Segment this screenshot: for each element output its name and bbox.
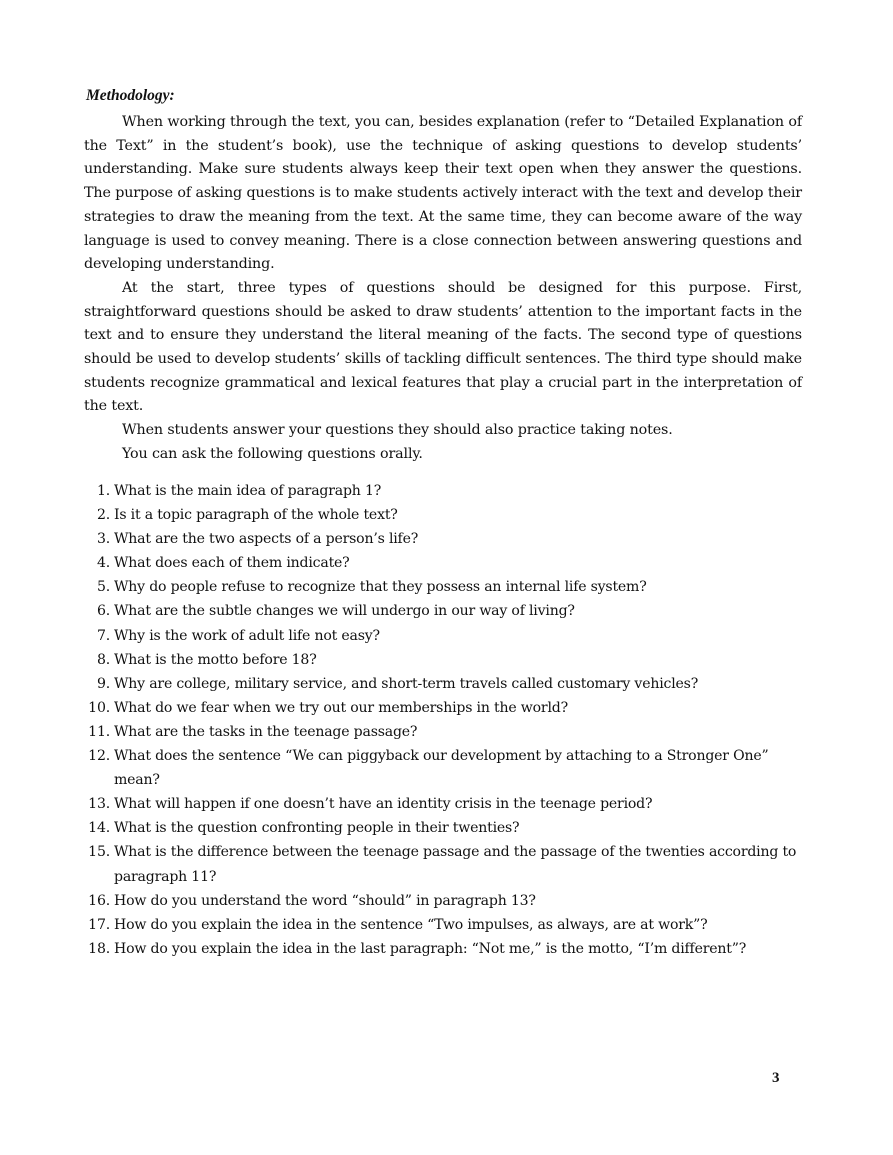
question-number: 15. — [88, 844, 110, 861]
question-item — [74, 816, 800, 840]
question-item — [74, 913, 800, 937]
paragraph: You can ask the following questions orally. — [122, 445, 423, 462]
question-number: 18. — [88, 940, 110, 957]
question-number: 16. — [88, 892, 110, 909]
methodology-body — [84, 111, 802, 467]
question-item — [74, 744, 800, 792]
question-item — [74, 889, 800, 913]
question-text: Why is the work of adult life not easy? — [114, 627, 380, 644]
section-heading: Methodology: — [86, 87, 175, 104]
question-text: What is the difference between the teenage passage and the passage of the twenties according to paragraph 11? — [114, 844, 797, 885]
question-text: What is the main idea of paragraph 1? — [114, 483, 382, 499]
question-text: What do we fear when we try out our memberships in the world? — [114, 699, 568, 716]
question-number: 2. — [96, 507, 110, 524]
question-text: How do you understand the word “should” in paragraph 13? — [114, 892, 536, 909]
paragraph: At the start, three types of questions should be designed for this purpose. First, straightforward questions should be asked to draw students’ attention to the important facts in the text and to ensure they understand the literal meaning of the facts. The second type of questions should be used to develop students’ skills of tackling difficult sentences. The third type should make students recognize grammatical and lexical features that play a crucial part in the interpretation of the text. — [84, 279, 802, 415]
paragraph: When students answer your questions they should also practice taking notes. — [122, 422, 673, 439]
question-item — [74, 696, 800, 720]
question-item — [74, 840, 800, 888]
question-item — [74, 503, 800, 527]
question-item — [74, 479, 800, 503]
question-item — [74, 937, 800, 961]
question-list — [74, 479, 800, 961]
question-item — [74, 720, 800, 744]
question-number: 1. — [96, 483, 110, 499]
question-number: 11. — [88, 723, 110, 740]
question-text: What is the motto before 18? — [114, 651, 317, 668]
question-number: 14. — [88, 820, 110, 837]
question-text: What are the two aspects of a person’s life? — [114, 531, 419, 548]
question-text: Why are college, military service, and short-term travels called customary vehicles? — [114, 675, 699, 692]
question-number: 10. — [88, 699, 110, 716]
question-item — [74, 527, 800, 551]
paragraph: When working through the text, you can, besides explanation (refer to “Detailed Explanation of the Text” in the student’s book), use the technique of asking questions to develop students’ understanding. Make sure students always keep their text open when they answer the questions. The purpose of asking questions is to make students actively interact with the text and develop their strategies to draw the meaning from the text. At the same time, they can become aware of the way language is used to convey meaning. There is a close connection between answering questions and developing understanding. — [84, 114, 802, 273]
question-item — [74, 575, 800, 599]
question-text: What does each of them indicate? — [114, 555, 350, 572]
question-item — [74, 672, 800, 696]
page-number: 3 — [772, 1070, 780, 1086]
question-text: Is it a topic paragraph of the whole text? — [114, 507, 398, 524]
question-text: How do you explain the idea in the sentence “Two impulses, as always, are at work”? — [114, 916, 708, 933]
question-number: 5. — [96, 579, 110, 596]
question-item — [74, 599, 800, 623]
question-text: Why do people refuse to recognize that they possess an internal life system? — [114, 579, 647, 596]
question-text: What does the sentence “We can piggyback our development by attaching to a Stronger One” mean? — [114, 748, 769, 789]
question-item — [74, 624, 800, 648]
question-item — [74, 648, 800, 672]
question-text: What is the question confronting people in their twenties? — [114, 820, 520, 837]
question-text: What are the tasks in the teenage passage? — [114, 723, 418, 740]
question-item — [74, 551, 800, 575]
question-number: 12. — [88, 748, 110, 765]
question-number: 9. — [96, 675, 110, 692]
question-number: 13. — [88, 796, 110, 813]
question-text: How do you explain the idea in the last paragraph: “Not me,” is the motto, “I’m different”? — [114, 940, 747, 957]
question-number: 3. — [96, 531, 110, 548]
question-number: 6. — [96, 603, 110, 620]
question-number: 7. — [96, 627, 110, 644]
question-text: What will happen if one doesn’t have an identity crisis in the teenage period? — [114, 796, 653, 813]
question-item — [74, 792, 800, 816]
question-number: 8. — [96, 651, 110, 668]
question-text: What are the subtle changes we will undergo in our way of living? — [114, 603, 575, 620]
question-number: 4. — [96, 555, 110, 572]
question-number: 17. — [88, 916, 110, 933]
